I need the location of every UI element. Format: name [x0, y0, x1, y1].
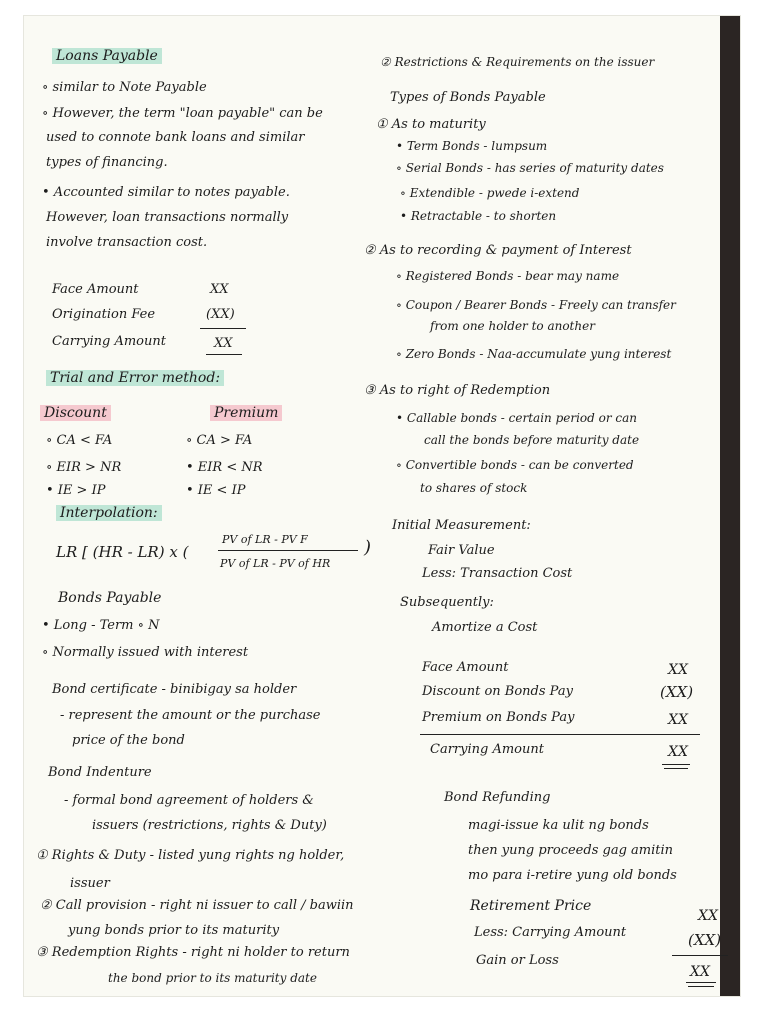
redemption-line: • Callable bonds - certain period or can	[396, 411, 638, 425]
table2-value: XX	[668, 662, 688, 678]
premium-title: Premium	[210, 405, 282, 421]
loans-line: used to connote bank loans and similar	[46, 130, 305, 145]
table1-value: (XX)	[206, 307, 235, 322]
refunding-line: magi-issue ka ulit ng bonds	[468, 818, 649, 833]
interpolation-title: Interpolation:	[56, 505, 162, 521]
indenture-line: - formal bond agreement of holders &	[64, 793, 314, 808]
maturity-line: ① As to maturity	[376, 117, 486, 132]
bonds-payable-title: Bonds Payable	[58, 590, 162, 606]
redemption-line: ③ As to right of Redemption	[364, 383, 551, 398]
redemption-line: call the bonds before maturity date	[424, 433, 640, 447]
carrying-double-rule	[664, 768, 688, 769]
certificate-line: Bond certificate - binibigay sa holder	[52, 682, 297, 697]
redemption-line: ∘ Convertible bonds - can be converted	[396, 458, 634, 472]
initial-line: Subsequently:	[400, 595, 494, 610]
formula-lead: LR [ (HR - LR) x (	[56, 543, 189, 561]
loans-line: ∘ similar to Note Payable	[42, 80, 207, 95]
carrying-value: XX	[668, 744, 688, 760]
premium-item: ∘ CA > FA	[186, 433, 253, 448]
table2-rule	[420, 734, 700, 735]
loans-line: However, loan transactions normally	[46, 210, 289, 225]
loans-line: • Accounted similar to notes payable.	[42, 185, 290, 200]
carrying-double-rule	[662, 764, 690, 765]
retirement-double-rule	[686, 982, 716, 983]
maturity-line: ∘ Extendible - pwede i-extend	[400, 186, 580, 200]
initial-line: Less: Transaction Cost	[422, 566, 573, 581]
table2-label: Discount on Bonds Pay	[422, 684, 573, 699]
restrictions-line: ② Restrictions & Requirements on the issuer	[380, 55, 655, 69]
bonds-line: ∘ Normally issued with interest	[42, 645, 249, 660]
certificate-line: price of the bond	[72, 733, 185, 748]
table2-value: XX	[668, 712, 688, 728]
retirement-double-rule	[688, 986, 714, 987]
refunding-line: mo para i-retire yung old bonds	[468, 868, 677, 883]
retirement-value: XX	[698, 908, 718, 924]
rights-line: ② Call provision - right ni issuer to call / bawiin	[40, 898, 354, 913]
rights-line: ① Rights & Duty - listed yung rights ng holder,	[36, 848, 345, 863]
table2-label: Premium on Bonds Pay	[422, 710, 575, 725]
rights-line: issuer	[70, 876, 110, 891]
rights-line: the bond prior to its maturity date	[108, 971, 317, 985]
page-edge	[720, 16, 740, 996]
retirement-value: XX	[690, 964, 710, 980]
table1-value: XX	[210, 282, 229, 297]
certificate-line: - represent the amount or the purchase	[60, 708, 321, 723]
premium-item: • IE < IP	[186, 483, 246, 498]
indenture-line: issuers (restrictions, rights & Duty)	[92, 818, 327, 833]
initial-line: Initial Measurement:	[392, 518, 531, 533]
table1-label: Carrying Amount	[52, 334, 166, 349]
maturity-line: ∘ Serial Bonds - has series of maturity dates	[396, 161, 664, 175]
indenture-line: Bond Indenture	[48, 765, 152, 780]
retirement-label: Gain or Loss	[476, 953, 559, 968]
recording-line: ∘ Coupon / Bearer Bonds - Freely can transfer	[396, 298, 676, 312]
rights-line: yung bonds prior to its maturity	[68, 923, 280, 938]
refunding-title: Bond Refunding	[444, 790, 551, 805]
loans-line: involve transaction cost.	[46, 235, 208, 250]
refunding-line: then yung proceeds gag amitin	[468, 843, 674, 858]
formula-fraction-bar	[218, 550, 358, 551]
discount-item: • IE > IP	[46, 483, 106, 498]
table2-label: Face Amount	[422, 660, 509, 675]
carrying-label: Carrying Amount	[430, 742, 544, 757]
retirement-label: Less: Carrying Amount	[474, 925, 627, 940]
premium-item: • EIR < NR	[186, 460, 263, 475]
types-title: Types of Bonds Payable	[390, 90, 546, 105]
initial-line: Amortize a Cost	[432, 620, 538, 635]
loans-line: types of financing.	[46, 155, 168, 170]
retirement-rule	[672, 955, 728, 956]
recording-line: ∘ Registered Bonds - bear may name	[396, 269, 620, 283]
discount-title: Discount	[40, 405, 111, 421]
maturity-line: • Term Bonds - lumpsum	[396, 139, 548, 153]
redemption-line: to shares of stock	[420, 481, 528, 495]
rights-line: ③ Redemption Rights - right ni holder to return	[36, 945, 350, 960]
table1-rule	[200, 328, 246, 329]
formula-numerator: PV of LR - PV F	[222, 533, 308, 546]
recording-line: ② As to recording & payment of Interest	[364, 243, 632, 258]
formula-denominator: PV of LR - PV of HR	[220, 557, 331, 570]
table1-double-rule	[206, 354, 242, 355]
table1-label: Face Amount	[52, 282, 139, 297]
retirement-label: Retirement Price	[470, 898, 592, 914]
formula-tail: )	[364, 537, 372, 558]
retirement-value: (XX)	[688, 931, 722, 949]
loans-line: ∘ However, the term "loan payable" can be	[42, 106, 323, 121]
initial-line: Fair Value	[428, 543, 495, 558]
discount-item: ∘ CA < FA	[46, 433, 113, 448]
recording-line: from one holder to another	[430, 319, 595, 333]
recording-line: ∘ Zero Bonds - Naa-accumulate yung interest	[396, 347, 672, 361]
table2-value: (XX)	[660, 683, 694, 701]
table1-label: Origination Fee	[52, 307, 156, 322]
discount-item: ∘ EIR > NR	[46, 460, 122, 475]
loans-payable-title: Loans Payable	[52, 48, 162, 64]
maturity-line: • Retractable - to shorten	[400, 209, 557, 223]
bonds-line: • Long - Term ∘ N	[42, 618, 160, 633]
table1-value: XX	[214, 336, 233, 351]
trial-error-title: Trial and Error method:	[46, 370, 224, 386]
